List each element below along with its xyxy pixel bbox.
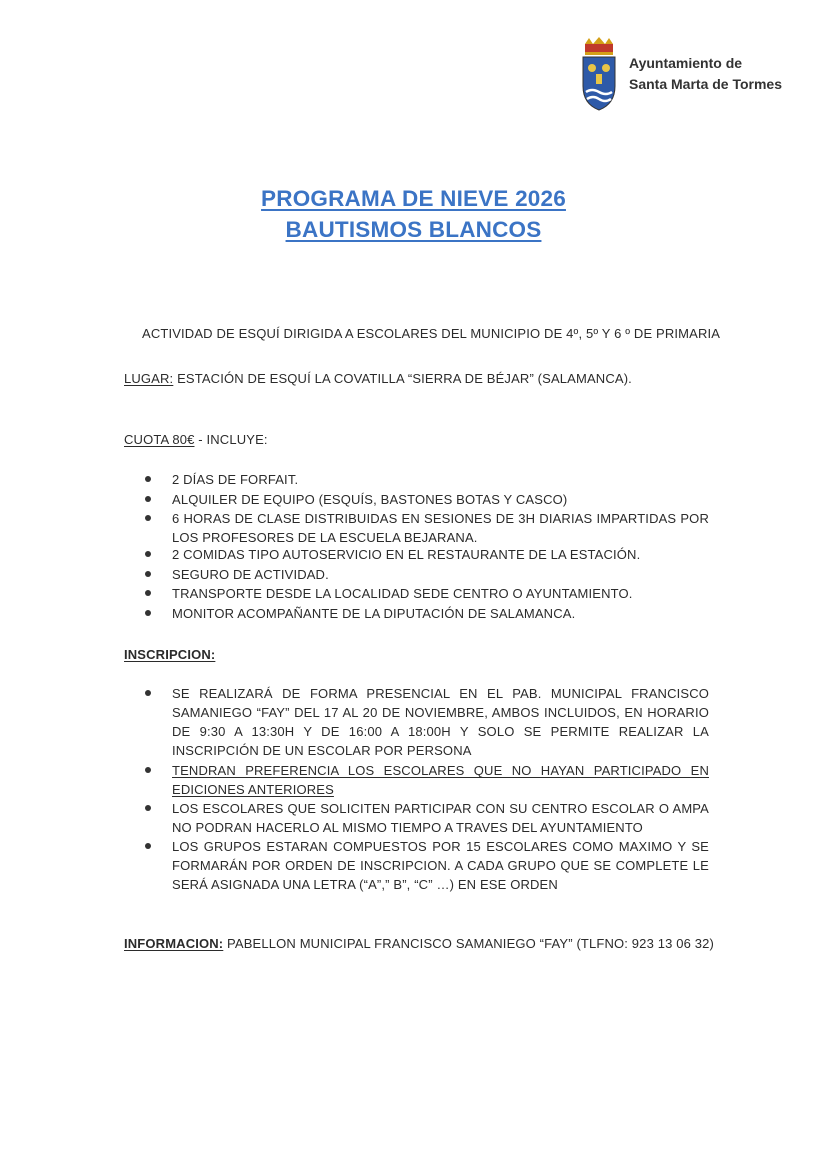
information-label: INFORMACION: [124,936,224,951]
coat-of-arms-icon [577,36,621,112]
list-item: 6 HORAS DE CLASE DISTRIBUIDAS EN SESIONES DE 3H DIARIAS IMPARTIDAS POR LOS PROFESORES DE LA ESCUELA BEJARANA. [172,509,709,547]
organization-line-2: Santa Marta de Tormes [629,76,783,92]
page-title: PROGRAMA DE NIEVE 2026 [261,186,566,211]
registration-heading: INSCRIPCION: [124,647,216,662]
bullet-icon [145,805,151,811]
list-item: LOS ESCOLARES QUE SOLICITEN PARTICIPAR CON SU CENTRO ESCOLAR O AMPA NO PODRAN HACERLO AL MISMO TIEMPO A TRAVES DEL AYUNTAMIENTO [172,799,709,837]
intro-text: ACTIVIDAD DE ESQUÍ DIRIGIDA A ESCOLARES DEL MUNICIPIO DE 4º, 5º Y 6 º DE PRIMARIA [142,326,721,341]
list-item: 2 COMIDAS TIPO AUTOSERVICIO EN EL RESTAURANTE DE LA ESTACIÓN. [172,547,640,562]
organization-name [629,53,782,95]
list-item: TENDRAN PREFERENCIA LOS ESCOLARES QUE NO HAYAN PARTICIPADO EN EDICIONES ANTERIORES [172,761,709,799]
list-item: SEGURO DE ACTIVIDAD. [172,567,329,582]
bullet-icon [145,476,151,482]
location-text: ESTACIÓN DE ESQUÍ LA COVATILLA “SIERRA DE BÉJAR” (SALAMANCA). [173,371,632,386]
bullet-icon [145,590,151,596]
information-line [124,936,714,951]
list-item: MONITOR ACOMPAÑANTE DE LA DIPUTACIÓN DE SALAMANCA. [172,606,575,621]
list-item: LOS GRUPOS ESTARAN COMPUESTOS POR 15 ESCOLARES COMO MAXIMO Y SE FORMARÁN POR ORDEN DE INSCRIPCION. A CADA GRUPO QUE SE COMPLETE LE SERÁ ASIGNADA UNA LETRA (“A”,” B”, “C” …) EN ESE ORDEN [172,837,709,894]
list-item: 2 DÍAS DE FORFAIT. [172,472,298,487]
bullet-icon [145,610,151,616]
fee-text: - INCLUYE: [194,432,268,447]
bullet-icon [145,690,151,696]
bullet-icon [145,515,151,521]
location-line [124,371,632,386]
bullet-icon [145,551,151,557]
bullet-icon [145,571,151,577]
fee-label: CUOTA 80€ [124,432,195,447]
page-subtitle: BAUTISMOS BLANCOS [285,217,542,242]
list-item: ALQUILER DE EQUIPO (ESQUÍS, BASTONES BOTAS Y CASCO) [172,492,567,507]
header [575,36,815,112]
fee-line [124,432,268,447]
location-label: LUGAR: [124,371,174,386]
organization-line-1: Ayuntamiento de [629,55,743,71]
bullet-icon [145,843,151,849]
bullet-icon [145,496,151,502]
information-text: PABELLON MUNICIPAL FRANCISCO SAMANIEGO “FAY” (TLFNO: 923 13 06 32) [223,936,714,951]
list-item: TRANSPORTE DESDE LA LOCALIDAD SEDE CENTRO O AYUNTAMIENTO. [172,586,633,601]
bullet-icon [145,767,151,773]
list-item: SE REALIZARÁ DE FORMA PRESENCIAL EN EL PAB. MUNICIPAL FRANCISCO SAMANIEGO “FAY” DEL 17 AL 20 DE NOVIEMBRE, AMBOS INCLUIDOS, EN HORARIO DE 9:30 A 13:30H Y DE 16:00 A 18:00H Y SOLO SE PERMITE REALIZAR LA INSCRIPCIÓN DE UN ESCOLAR POR PERSONA [172,684,709,760]
